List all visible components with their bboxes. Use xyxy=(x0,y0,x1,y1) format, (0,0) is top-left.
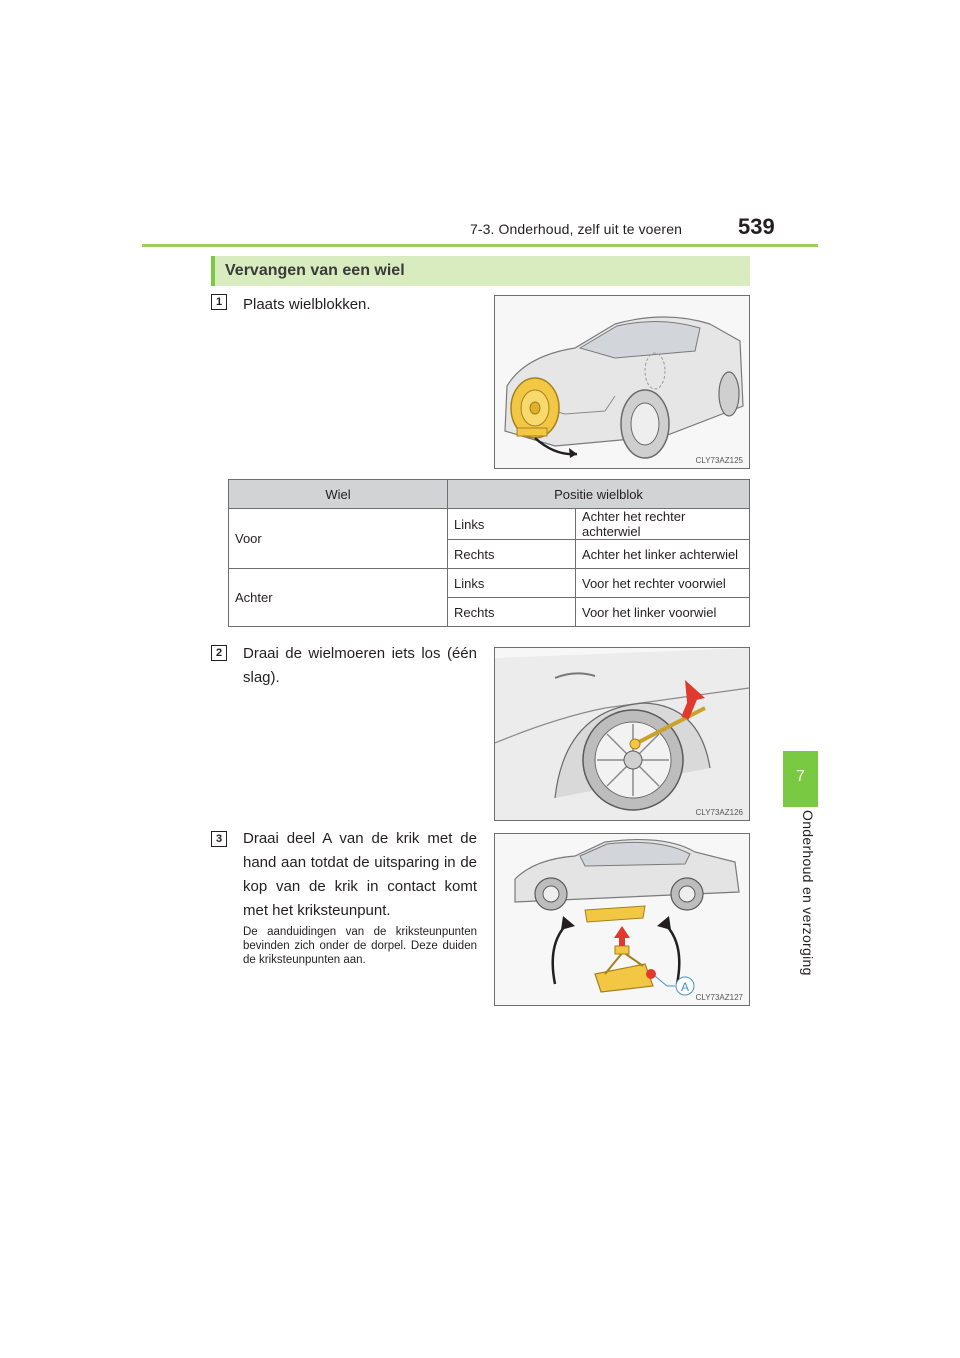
car-front-chock-drawing xyxy=(495,296,749,468)
wheel-chock-table xyxy=(228,479,750,627)
illustration-loosen-nuts xyxy=(494,647,750,821)
table-row xyxy=(229,509,750,540)
section-title: Vervangen van een wiel xyxy=(225,262,405,279)
image-code-3: CLY73AZ127 xyxy=(695,993,743,1002)
illustration-jack xyxy=(494,833,750,1006)
image-code-1: CLY73AZ125 xyxy=(695,456,743,465)
wheel-wrench-drawing xyxy=(495,648,749,820)
table-cell-wheel: Achter xyxy=(229,569,448,627)
step-badge-2: 2 xyxy=(211,645,227,661)
table-header-row xyxy=(229,480,750,509)
table-cell-position: Achter het linker achterwiel xyxy=(576,540,750,569)
table-cell-position: Voor het linker voorwiel xyxy=(576,598,750,627)
step-3-text: Draai deel A van de krik met de hand aan totdat de uitsparing in de kop van de krik in contact komt met het kriksteunpunt. xyxy=(243,830,477,919)
step-3-note: De aanduidingen van de kriksteunpunten bevinden zich onder de dorpel. Deze duiden de kriksteunpunten aan. xyxy=(243,926,477,966)
car-jack-drawing xyxy=(495,834,749,1005)
step-2-text: Draai de wielmoeren iets los (één slag). xyxy=(243,645,477,686)
page-number: 539 xyxy=(738,214,775,239)
table-row xyxy=(229,569,750,598)
table-cell-position: Voor het rechter voorwiel xyxy=(576,569,750,598)
table-cell-side: Links xyxy=(448,569,576,598)
running-header-section: 7-3. Onderhoud, zelf uit te voeren xyxy=(470,221,682,237)
table-cell-side: Rechts xyxy=(448,598,576,627)
step-1-text: Plaats wielblokken. xyxy=(243,296,371,313)
step-badge-1: 1 xyxy=(211,294,227,310)
illustration-wheel-chock xyxy=(494,295,750,469)
table-header-position: Positie wielblok xyxy=(448,480,750,509)
table-cell-side: Links xyxy=(448,509,576,540)
image-code-2: CLY73AZ126 xyxy=(695,808,743,817)
section-title-marker xyxy=(211,256,215,286)
chapter-number: 7 xyxy=(796,768,805,785)
chapter-title: Onderhoud en verzorging xyxy=(800,810,816,976)
table-cell-position: Achter het rechter achterwiel xyxy=(576,509,750,540)
table-header-wiel: Wiel xyxy=(229,480,448,509)
step-badge-3: 3 xyxy=(211,831,227,847)
table-cell-side: Rechts xyxy=(448,540,576,569)
callout-a: A xyxy=(680,980,690,994)
table-cell-wheel: Voor xyxy=(229,509,448,569)
header-rule xyxy=(142,244,818,247)
wheel-chock-icon xyxy=(511,378,559,438)
